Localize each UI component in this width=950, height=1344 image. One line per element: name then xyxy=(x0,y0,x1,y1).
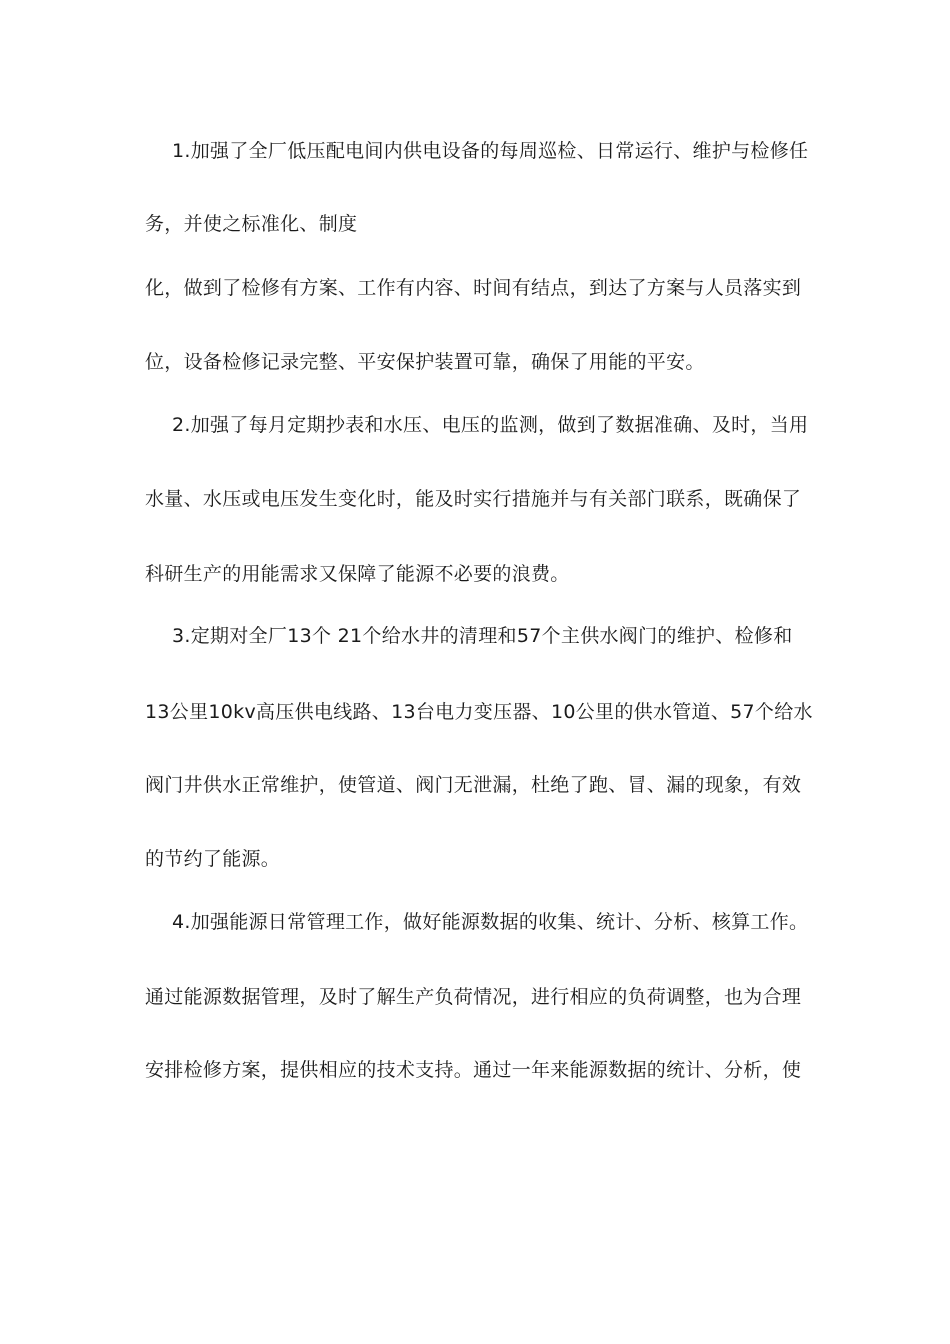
paragraph-2-line-3: 科研生产的用能需求又保障了能源不必要的浪费。 xyxy=(145,563,570,585)
paragraph-4-line-2: 通过能源数据管理，及时了解生产负荷情况，进行相应的负荷调整，也为合理 xyxy=(145,986,802,1008)
paragraph-4-line-3: 安排检修方案，提供相应的技术支持。通过一年来能源数据的统计、分析，使 xyxy=(145,1059,802,1081)
paragraph-3-line-2: 13公里10kv高压供电线路、13台电力变压器、10公里的供水管道、57个给水 xyxy=(145,701,813,723)
paragraph-2-line-2: 水量、水压或电压发生变化时，能及时实行措施并与有关部门联系，既确保了 xyxy=(145,488,802,510)
paragraph-1-line-2: 务，并使之标准化、制度 xyxy=(145,213,358,235)
paragraph-2-line-1: 2.加强了每月定期抄表和水压、电压的监测，做到了数据准确、及时，当用 xyxy=(172,414,809,436)
paragraph-1-line-1: 1.加强了全厂低压配电间内供电设备的每周巡检、日常运行、维护与检修任 xyxy=(172,140,809,162)
paragraph-1-line-4: 位，设备检修记录完整、平安保护装置可靠，确保了用能的平安。 xyxy=(145,351,705,373)
paragraph-1-line-3: 化，做到了检修有方案、工作有内容、时间有结点，到达了方案与人员落实到 xyxy=(145,277,802,299)
paragraph-3-line-3: 阀门井供水正常维护，使管道、阀门无泄漏，杜绝了跑、冒、漏的现象，有效 xyxy=(145,774,802,796)
paragraph-3-line-1: 3.定期对全厂13个 21个给水井的清理和57个主供水阀门的维护、检修和 xyxy=(172,625,793,647)
paragraph-4-line-1: 4.加强能源日常管理工作，做好能源数据的收集、统计、分析、核算工作。 xyxy=(172,911,809,933)
paragraph-3-line-4: 的节约了能源。 xyxy=(145,848,281,870)
